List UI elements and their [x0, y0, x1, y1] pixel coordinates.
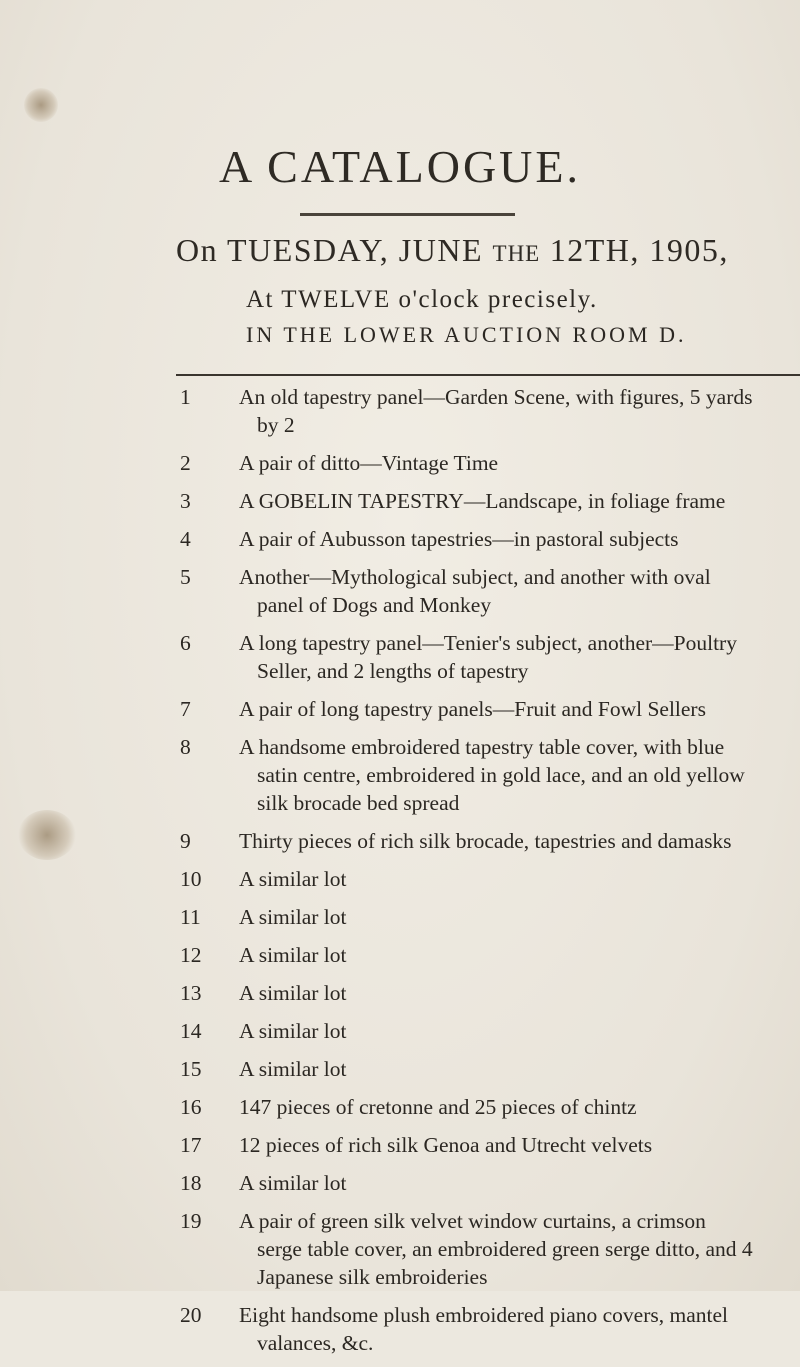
lot-item: [180, 487, 792, 515]
lot-number: 8: [180, 735, 191, 759]
title-rule: [300, 213, 515, 216]
lot-item: [180, 695, 792, 723]
lot-item: [180, 979, 792, 1007]
lot-number: 4: [180, 527, 191, 551]
lot-description: [239, 1131, 792, 1159]
sale-date: [176, 232, 796, 269]
lot-number: 1: [180, 385, 191, 409]
lot-description-line: serge table cover, an embroidered green serge ditto, and 4: [257, 1237, 753, 1261]
lot-number: 2: [180, 451, 191, 475]
lot-description: [239, 695, 792, 723]
lot-item: [180, 827, 792, 855]
lot-item: [180, 1017, 792, 1045]
lot-description: [239, 979, 792, 1007]
lot-number: 18: [180, 1171, 202, 1195]
lot-description-line: valances, &c.: [257, 1331, 374, 1355]
lot-number: 19: [180, 1209, 202, 1233]
lot-item: [180, 629, 792, 685]
lot-number: 7: [180, 697, 191, 721]
lot-description: [239, 827, 792, 855]
lot-description: [239, 1017, 792, 1045]
date-day: 12TH,: [549, 232, 640, 268]
lot-description: [239, 525, 792, 553]
lot-item: [180, 383, 792, 439]
catalogue-title: A CATALOGUE.: [219, 141, 581, 192]
lot-number: 20: [180, 1303, 202, 1327]
lot-description-line: A similar lot: [239, 1019, 347, 1043]
lot-number: 12: [180, 943, 202, 967]
lot-number: 6: [180, 631, 191, 655]
lot-description: [239, 629, 792, 685]
lot-item: [180, 903, 792, 931]
lot-description: [239, 1301, 792, 1357]
lot-description: [239, 903, 792, 931]
lot-description-line: by 2: [257, 413, 295, 437]
lot-description: [239, 449, 792, 477]
lot-description: [239, 941, 792, 969]
header-rule: [176, 374, 800, 376]
lot-description-line: silk brocade bed spread: [257, 791, 460, 815]
lot-description-line: satin centre, embroidered in gold lace, and an old yellow: [257, 763, 745, 787]
lot-item: [180, 563, 792, 619]
lot-description-line: A similar lot: [239, 1057, 347, 1081]
lot-number: 16: [180, 1095, 202, 1119]
lot-description: [239, 1207, 792, 1291]
lot-description-line: A handsome embroidered tapestry table cover, with blue: [239, 735, 725, 759]
lot-description-line: Seller, and 2 lengths of tapestry: [257, 659, 529, 683]
lot-number: 3: [180, 489, 191, 513]
lot-number: 10: [180, 867, 202, 891]
lot-description-line: A GOBELIN TAPESTRY—Landscape, in foliage frame: [239, 489, 726, 513]
sale-time: At TWELVE o'clock precisely.: [246, 286, 598, 313]
lot-number: 14: [180, 1019, 202, 1043]
lot-description-line: A pair of Aubusson tapestries—in pastoral subjects: [239, 527, 679, 551]
paper-stain: [18, 810, 76, 860]
lot-description-line: 147 pieces of cretonne and 25 pieces of chintz: [239, 1095, 637, 1119]
lot-description-line: A pair of long tapestry panels—Fruit and Fowl Sellers: [239, 697, 706, 721]
lot-description-line: A long tapestry panel—Tenier's subject, another—Poultry: [239, 631, 737, 655]
lot-item: [180, 865, 792, 893]
lot-list: [180, 383, 792, 1367]
lot-item: [180, 1301, 792, 1357]
lot-item: [180, 941, 792, 969]
lot-description-line: A pair of green silk velvet window curtains, a crimson: [239, 1209, 706, 1233]
paper-stain: [24, 88, 58, 122]
lot-description: [239, 383, 792, 439]
lot-item: [180, 1093, 792, 1121]
lot-description-line: A similar lot: [239, 867, 347, 891]
lot-number: 11: [180, 905, 201, 929]
lot-description: [239, 865, 792, 893]
lot-description-line: A similar lot: [239, 981, 347, 1005]
lot-description-line: Japanese silk embroideries: [257, 1265, 488, 1289]
sale-room: IN THE LOWER AUCTION ROOM D.: [246, 322, 687, 347]
lot-description-line: Thirty pieces of rich silk brocade, tapestries and damasks: [239, 829, 732, 853]
lot-item: [180, 1131, 792, 1159]
lot-number: 15: [180, 1057, 202, 1081]
lot-description-line: An old tapestry panel—Garden Scene, with figures, 5 yards: [239, 385, 753, 409]
lot-number: 17: [180, 1133, 202, 1157]
lot-description-line: A pair of ditto—Vintage Time: [239, 451, 499, 475]
lot-description-line: Eight handsome plush embroidered piano covers, mantel: [239, 1303, 728, 1327]
lot-description-line: A similar lot: [239, 943, 347, 967]
lot-description-line: panel of Dogs and Monkey: [257, 593, 492, 617]
lot-item: [180, 733, 792, 817]
lot-item: [180, 1169, 792, 1197]
lot-description-line: 12 pieces of rich silk Genoa and Utrecht velvets: [239, 1133, 653, 1157]
date-the: THE: [492, 241, 541, 266]
lot-number: 13: [180, 981, 202, 1005]
lot-number: 5: [180, 565, 191, 589]
lot-item: [180, 1207, 792, 1291]
lot-description: [239, 1055, 792, 1083]
lot-description: [239, 1093, 792, 1121]
lot-item: [180, 449, 792, 477]
lot-item: [180, 525, 792, 553]
lot-number: 9: [180, 829, 191, 853]
lot-description-line: A similar lot: [239, 905, 347, 929]
lot-description-line: Another—Mythological subject, and another with oval: [239, 565, 711, 589]
date-year: 1905,: [649, 232, 729, 268]
lot-description: [239, 1169, 792, 1197]
lot-description: [239, 563, 792, 619]
lot-description-line: A similar lot: [239, 1171, 347, 1195]
lot-item: [180, 1055, 792, 1083]
date-prefix: On TUESDAY, JUNE: [176, 232, 484, 268]
lot-description: [239, 733, 792, 817]
lot-description: [239, 487, 792, 515]
